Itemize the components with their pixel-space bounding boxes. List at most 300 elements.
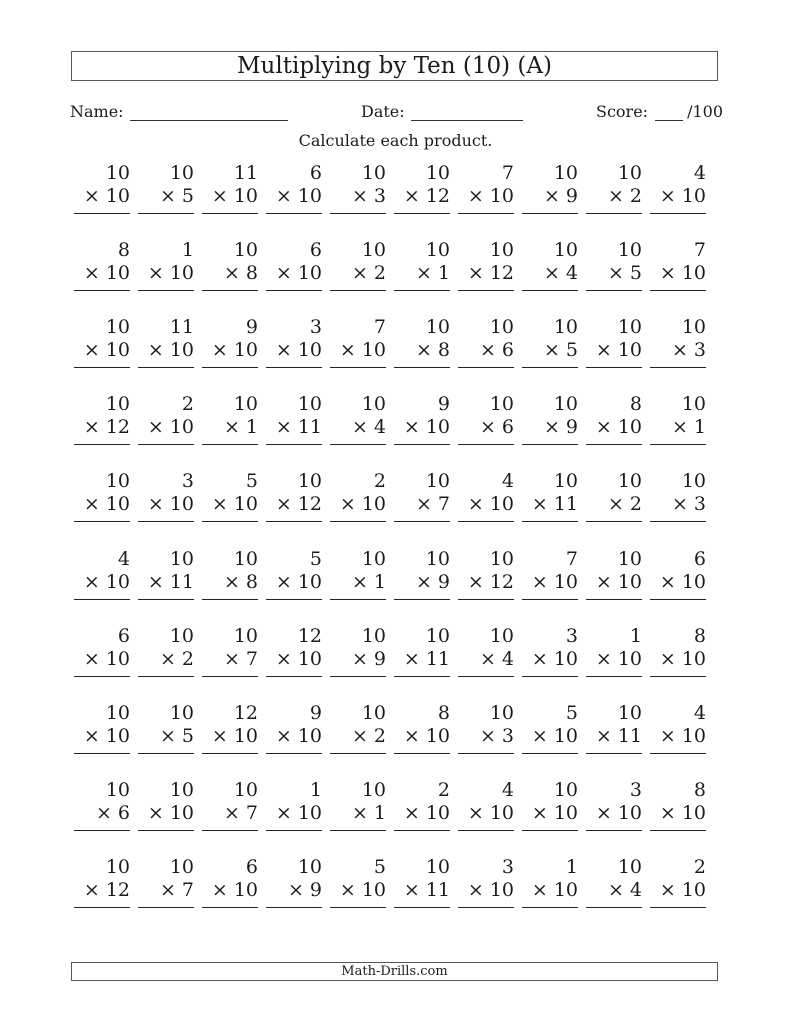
multiplicand: 10 <box>617 239 642 262</box>
answer-line <box>138 213 194 214</box>
answer-line <box>394 830 450 831</box>
multiplicand: 4 <box>693 701 706 724</box>
problem-2-8 <box>522 239 578 291</box>
multiplicand: 10 <box>489 393 514 416</box>
multiplier: × 9 <box>543 416 578 439</box>
multiplier: × 5 <box>607 262 642 285</box>
multiplier: × 1 <box>223 416 258 439</box>
multiplicand: 10 <box>105 701 130 724</box>
date-label: Date: <box>361 102 405 121</box>
problem-5-5 <box>330 470 386 522</box>
multiplicand: 8 <box>437 701 450 724</box>
problem-4-9 <box>586 393 642 445</box>
multiplicand: 4 <box>117 547 130 570</box>
multiplicand: 10 <box>105 316 130 339</box>
multiplicand: 10 <box>425 162 450 184</box>
multiplicand: 10 <box>105 393 130 416</box>
multiplier: × 8 <box>223 570 258 593</box>
multiplicand: 10 <box>553 393 578 416</box>
problem-6-1 <box>74 548 130 600</box>
problem-1-9 <box>586 162 642 214</box>
problem-1-4 <box>266 162 322 214</box>
multiplier: × 7 <box>223 647 258 670</box>
multiplier: × 10 <box>659 647 706 670</box>
multiplicand: 3 <box>565 624 578 647</box>
multiplicand: 10 <box>489 239 514 262</box>
multiplier: × 10 <box>83 724 130 747</box>
multiplier: × 10 <box>147 262 194 285</box>
answer-line <box>522 213 578 214</box>
multiplicand: 1 <box>629 624 642 647</box>
answer-line <box>202 367 258 368</box>
answer-line <box>458 521 514 522</box>
problem-10-8 <box>522 856 578 908</box>
problem-5-9 <box>586 470 642 522</box>
multiplicand: 10 <box>617 547 642 570</box>
answer-line <box>266 213 322 214</box>
multiplier: × 2 <box>351 724 386 747</box>
multiplier: × 3 <box>671 493 706 516</box>
multiplicand: 10 <box>425 239 450 262</box>
answer-line <box>586 367 642 368</box>
answer-line <box>202 753 258 754</box>
multiplicand: 8 <box>117 239 130 262</box>
problem-9-5 <box>330 779 386 831</box>
multiplier: × 4 <box>479 647 514 670</box>
answer-line <box>266 444 322 445</box>
multiplier: × 1 <box>671 416 706 439</box>
answer-line <box>138 907 194 908</box>
multiplicand: 10 <box>553 778 578 801</box>
problem-2-6 <box>394 239 450 291</box>
problem-8-10 <box>650 702 706 754</box>
multiplicand: 10 <box>425 547 450 570</box>
multiplier: × 10 <box>83 339 130 362</box>
answer-line <box>138 599 194 600</box>
problem-4-2 <box>138 393 194 445</box>
problem-8-7 <box>458 702 514 754</box>
answer-line <box>522 290 578 291</box>
footer-text: Math-Drills.com <box>341 964 448 979</box>
multiplicand: 6 <box>245 855 258 878</box>
answer-line <box>74 521 130 522</box>
problem-8-5 <box>330 702 386 754</box>
answer-line <box>522 367 578 368</box>
problem-4-1 <box>74 393 130 445</box>
answer-line <box>586 290 642 291</box>
multiplicand: 10 <box>361 239 386 262</box>
multiplicand: 10 <box>489 316 514 339</box>
multiplier: × 12 <box>467 570 514 593</box>
multiplicand: 10 <box>425 470 450 493</box>
problem-8-6 <box>394 702 450 754</box>
multiplier: × 10 <box>275 724 322 747</box>
multiplier: × 12 <box>83 878 130 901</box>
answer-line <box>458 907 514 908</box>
answer-line <box>202 676 258 677</box>
multiplier: × 10 <box>211 185 258 207</box>
multiplier: × 10 <box>83 185 130 207</box>
multiplier: × 10 <box>659 185 706 207</box>
answer-line <box>522 907 578 908</box>
answer-line <box>138 676 194 677</box>
answer-line <box>266 830 322 831</box>
multiplier: × 10 <box>659 570 706 593</box>
problem-1-6 <box>394 162 450 214</box>
answer-line <box>266 753 322 754</box>
multiplicand: 8 <box>693 624 706 647</box>
multiplier: × 3 <box>671 339 706 362</box>
problem-9-3 <box>202 779 258 831</box>
answer-line <box>330 676 386 677</box>
multiplicand: 10 <box>361 547 386 570</box>
problem-9-2 <box>138 779 194 831</box>
multiplicand: 10 <box>169 547 194 570</box>
multiplier: × 10 <box>147 339 194 362</box>
problem-8-2 <box>138 702 194 754</box>
answer-line <box>586 753 642 754</box>
answer-line <box>522 830 578 831</box>
multiplier: × 10 <box>595 339 642 362</box>
problem-5-10 <box>650 470 706 522</box>
answer-line <box>650 676 706 677</box>
problem-9-1 <box>74 779 130 831</box>
multiplier: × 10 <box>659 878 706 901</box>
multiplicand: 10 <box>361 393 386 416</box>
answer-line <box>586 676 642 677</box>
problem-5-7 <box>458 470 514 522</box>
multiplicand: 2 <box>693 855 706 878</box>
multiplier: × 9 <box>287 878 322 901</box>
answer-line <box>74 676 130 677</box>
multiplier: × 1 <box>351 570 386 593</box>
answer-line <box>458 444 514 445</box>
problem-5-2 <box>138 470 194 522</box>
multiplier: × 10 <box>403 801 450 824</box>
answer-line <box>74 753 130 754</box>
answer-line <box>266 599 322 600</box>
answer-line <box>522 753 578 754</box>
multiplicand: 10 <box>169 778 194 801</box>
answer-line <box>650 599 706 600</box>
problem-7-4 <box>266 625 322 677</box>
multiplicand: 10 <box>297 855 322 878</box>
answer-line <box>522 599 578 600</box>
answer-line <box>394 676 450 677</box>
multiplier: × 4 <box>543 262 578 285</box>
multiplicand: 3 <box>309 316 322 339</box>
score-label: Score: <box>596 102 649 121</box>
multiplicand: 6 <box>309 239 322 262</box>
answer-line <box>458 753 514 754</box>
multiplier: × 12 <box>83 416 130 439</box>
multiplier: × 10 <box>531 647 578 670</box>
multiplicand: 6 <box>693 547 706 570</box>
answer-line <box>266 290 322 291</box>
multiplicand: 2 <box>181 393 194 416</box>
problem-3-9 <box>586 316 642 368</box>
answer-line <box>586 444 642 445</box>
multiplicand: 10 <box>361 778 386 801</box>
answer-line <box>266 676 322 677</box>
problem-1-3 <box>202 162 258 214</box>
problem-9-4 <box>266 779 322 831</box>
problem-9-8 <box>522 779 578 831</box>
multiplicand: 10 <box>617 855 642 878</box>
problem-4-10 <box>650 393 706 445</box>
multiplicand: 10 <box>553 470 578 493</box>
problem-1-10 <box>650 162 706 214</box>
answer-line <box>522 676 578 677</box>
multiplicand: 10 <box>105 855 130 878</box>
multiplier: × 10 <box>275 262 322 285</box>
multiplier: × 3 <box>479 724 514 747</box>
multiplicand: 10 <box>617 470 642 493</box>
multiplicand: 10 <box>553 239 578 262</box>
answer-line <box>74 830 130 831</box>
multiplier: × 8 <box>415 339 450 362</box>
answer-line <box>330 213 386 214</box>
worksheet-title: Multiplying by Ten (10) (A) <box>237 53 552 79</box>
multiplicand: 10 <box>169 624 194 647</box>
answer-line <box>330 830 386 831</box>
multiplicand: 12 <box>233 701 258 724</box>
problem-6-4 <box>266 548 322 600</box>
multiplier: × 2 <box>607 493 642 516</box>
answer-line <box>586 213 642 214</box>
multiplier: × 11 <box>403 647 450 670</box>
problem-3-5 <box>330 316 386 368</box>
answer-line <box>266 521 322 522</box>
problem-2-4 <box>266 239 322 291</box>
multiplier: × 10 <box>595 416 642 439</box>
problem-8-8 <box>522 702 578 754</box>
answer-line <box>138 830 194 831</box>
answer-line <box>202 830 258 831</box>
multiplicand: 1 <box>181 239 194 262</box>
multiplicand: 10 <box>553 316 578 339</box>
multiplicand: 10 <box>681 470 706 493</box>
multiplicand: 7 <box>501 162 514 184</box>
multiplicand: 10 <box>297 470 322 493</box>
instructions: Calculate each product. <box>298 131 493 150</box>
multiplier: × 10 <box>275 801 322 824</box>
answer-line <box>650 290 706 291</box>
answer-line <box>394 444 450 445</box>
problem-5-6 <box>394 470 450 522</box>
multiplicand: 8 <box>629 393 642 416</box>
multiplier: × 10 <box>339 878 386 901</box>
multiplier: × 10 <box>403 416 450 439</box>
answer-line <box>394 213 450 214</box>
answer-line <box>458 290 514 291</box>
multiplier: × 10 <box>275 339 322 362</box>
answer-line <box>266 367 322 368</box>
multiplicand: 7 <box>565 547 578 570</box>
multiplier: × 11 <box>595 724 642 747</box>
answer-line <box>138 753 194 754</box>
multiplicand: 5 <box>245 470 258 493</box>
problem-4-6 <box>394 393 450 445</box>
problem-5-4 <box>266 470 322 522</box>
answer-line <box>74 213 130 214</box>
multiplier: × 6 <box>479 416 514 439</box>
problem-4-3 <box>202 393 258 445</box>
multiplier: × 10 <box>147 801 194 824</box>
answer-line <box>650 753 706 754</box>
multiplier: × 10 <box>531 878 578 901</box>
problem-7-5 <box>330 625 386 677</box>
problem-2-10 <box>650 239 706 291</box>
multiplier: × 10 <box>659 262 706 285</box>
multiplicand: 7 <box>373 316 386 339</box>
multiplier: × 1 <box>415 262 450 285</box>
answer-line <box>650 830 706 831</box>
problem-8-3 <box>202 702 258 754</box>
multiplier: × 5 <box>159 185 194 207</box>
problem-10-1 <box>74 856 130 908</box>
problem-10-5 <box>330 856 386 908</box>
answer-line <box>330 599 386 600</box>
multiplicand: 3 <box>181 470 194 493</box>
problem-2-7 <box>458 239 514 291</box>
problem-1-2 <box>138 162 194 214</box>
multiplier: × 11 <box>403 878 450 901</box>
multiplier: × 5 <box>543 339 578 362</box>
multiplier: × 11 <box>531 493 578 516</box>
multiplier: × 10 <box>83 570 130 593</box>
problem-4-8 <box>522 393 578 445</box>
answer-line <box>330 290 386 291</box>
answer-line <box>202 521 258 522</box>
name-label: Name: <box>70 102 124 121</box>
answer-line <box>266 907 322 908</box>
multiplier: × 5 <box>159 724 194 747</box>
problem-7-7 <box>458 625 514 677</box>
answer-line <box>650 521 706 522</box>
multiplicand: 10 <box>233 393 258 416</box>
problem-9-6 <box>394 779 450 831</box>
problem-1-7 <box>458 162 514 214</box>
multiplier: × 12 <box>467 262 514 285</box>
multiplier: × 2 <box>159 647 194 670</box>
problem-7-6 <box>394 625 450 677</box>
multiplier: × 10 <box>339 493 386 516</box>
problem-8-1 <box>74 702 130 754</box>
multiplier: × 10 <box>211 493 258 516</box>
answer-line <box>394 367 450 368</box>
multiplier: × 12 <box>275 493 322 516</box>
problem-6-8 <box>522 548 578 600</box>
multiplier: × 10 <box>595 570 642 593</box>
multiplicand: 10 <box>617 316 642 339</box>
multiplier: × 4 <box>607 878 642 901</box>
problem-6-9 <box>586 548 642 600</box>
problem-3-7 <box>458 316 514 368</box>
problem-7-1 <box>74 625 130 677</box>
answer-line <box>458 676 514 677</box>
multiplicand: 10 <box>425 316 450 339</box>
problem-3-6 <box>394 316 450 368</box>
score-total: /100 <box>687 102 723 121</box>
problem-10-4 <box>266 856 322 908</box>
answer-line <box>330 367 386 368</box>
multiplier: × 2 <box>607 185 642 207</box>
multiplicand: 10 <box>489 624 514 647</box>
multiplicand: 3 <box>501 855 514 878</box>
problem-6-2 <box>138 548 194 600</box>
answer-line <box>650 907 706 908</box>
multiplier: × 10 <box>147 493 194 516</box>
multiplier: × 10 <box>83 647 130 670</box>
multiplicand: 10 <box>425 624 450 647</box>
multiplier: × 10 <box>467 493 514 516</box>
problem-2-5 <box>330 239 386 291</box>
multiplier: × 10 <box>531 801 578 824</box>
multiplicand: 10 <box>425 855 450 878</box>
problem-10-9 <box>586 856 642 908</box>
multiplier: × 10 <box>147 416 194 439</box>
answer-line <box>586 830 642 831</box>
answer-line <box>586 907 642 908</box>
answer-line <box>586 599 642 600</box>
problem-1-1 <box>74 162 130 214</box>
multiplicand: 10 <box>361 624 386 647</box>
multiplicand: 10 <box>105 162 130 184</box>
problem-9-10 <box>650 779 706 831</box>
multiplier: × 10 <box>211 339 258 362</box>
multiplier: × 7 <box>159 878 194 901</box>
answer-line <box>202 907 258 908</box>
answer-line <box>394 290 450 291</box>
multiplicand: 10 <box>489 547 514 570</box>
answer-line <box>330 753 386 754</box>
problem-7-9 <box>586 625 642 677</box>
answer-line <box>202 213 258 214</box>
multiplicand: 4 <box>693 162 706 184</box>
answer-line <box>74 599 130 600</box>
multiplicand: 10 <box>169 162 194 184</box>
problem-2-1 <box>74 239 130 291</box>
multiplier: × 11 <box>275 416 322 439</box>
multiplicand: 10 <box>169 701 194 724</box>
multiplier: × 8 <box>223 262 258 285</box>
multiplier: × 10 <box>467 801 514 824</box>
problem-9-7 <box>458 779 514 831</box>
multiplier: × 10 <box>467 185 514 207</box>
problem-10-2 <box>138 856 194 908</box>
problem-4-4 <box>266 393 322 445</box>
answer-line <box>522 444 578 445</box>
answer-line <box>330 521 386 522</box>
problem-7-3 <box>202 625 258 677</box>
multiplicand: 3 <box>629 778 642 801</box>
problem-3-3 <box>202 316 258 368</box>
answer-line <box>650 367 706 368</box>
problem-10-6 <box>394 856 450 908</box>
multiplier: × 10 <box>531 724 578 747</box>
answer-line <box>458 213 514 214</box>
multiplicand: 10 <box>361 701 386 724</box>
multiplicand: 6 <box>309 162 322 184</box>
problem-5-3 <box>202 470 258 522</box>
multiplicand: 11 <box>233 162 258 184</box>
multiplicand: 10 <box>553 162 578 184</box>
multiplier: × 10 <box>403 724 450 747</box>
problem-4-5 <box>330 393 386 445</box>
problem-3-4 <box>266 316 322 368</box>
multiplicand: 9 <box>309 701 322 724</box>
